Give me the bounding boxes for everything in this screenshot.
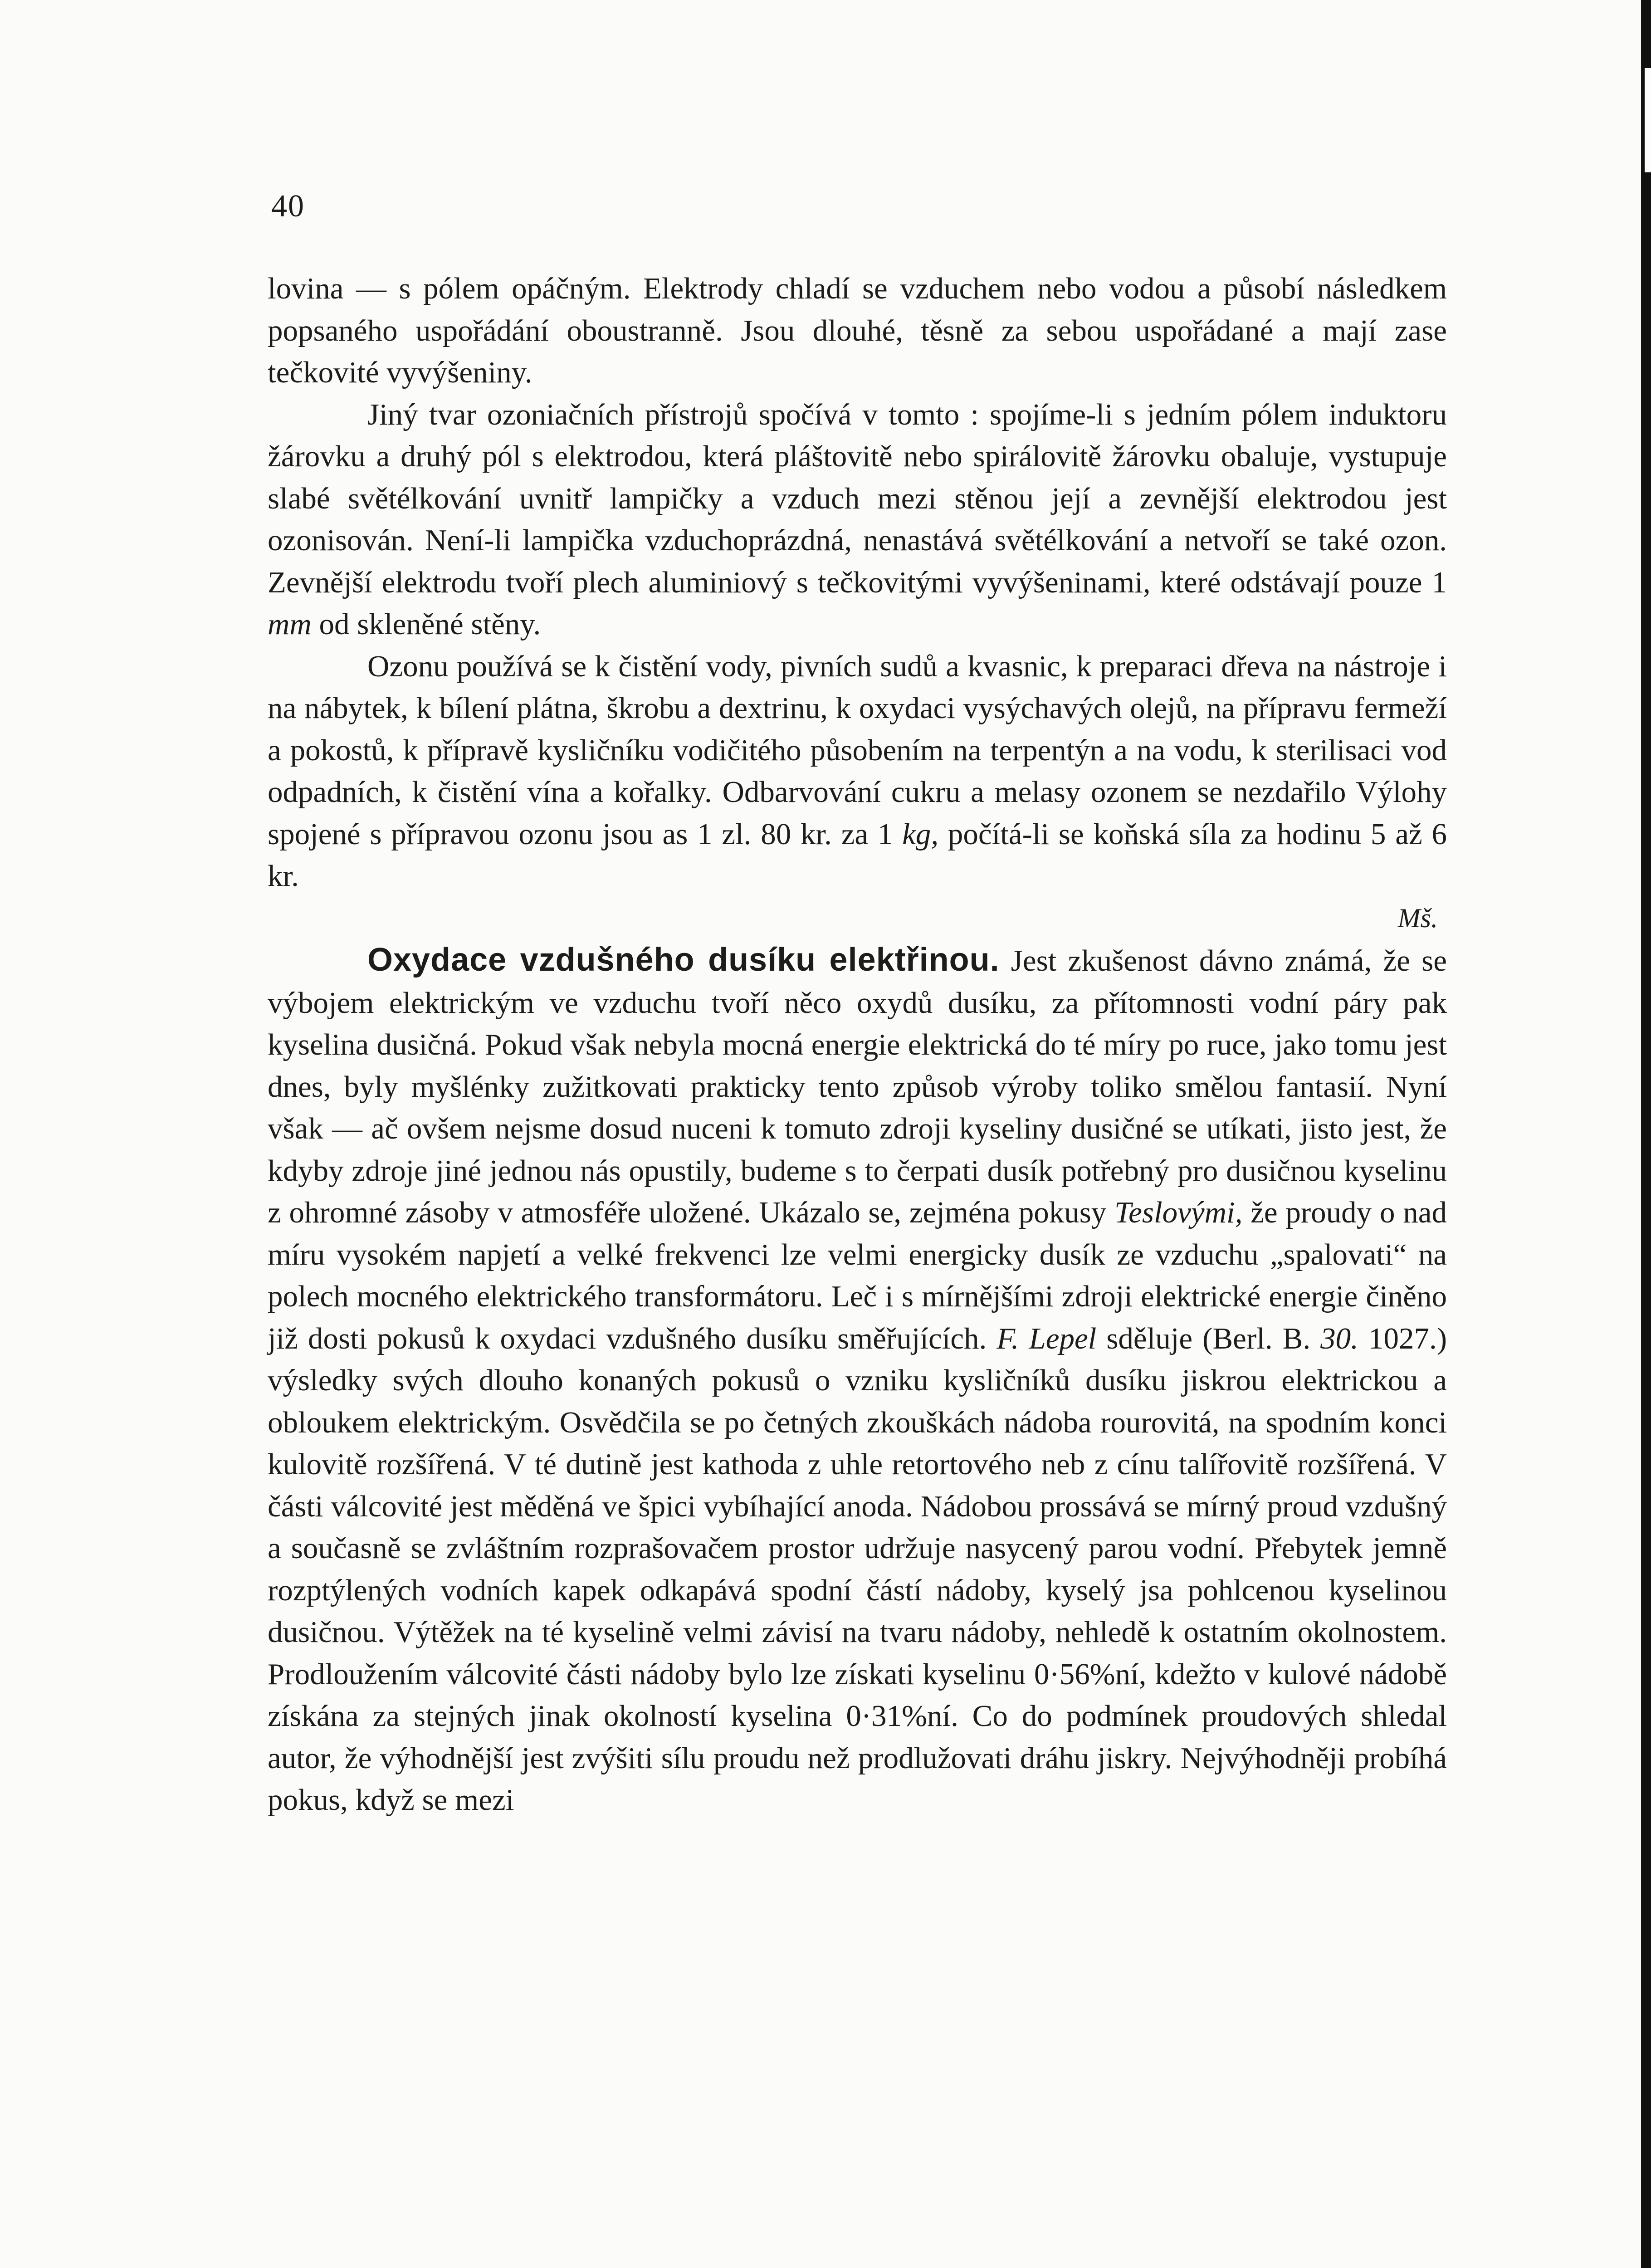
unit-mm: mm — [268, 607, 312, 641]
person-name-tesla: Teslovými, — [1114, 1196, 1243, 1229]
volume-number: 30. — [1320, 1321, 1358, 1355]
paragraph-text-end: od skleněné stěny. — [311, 607, 541, 641]
scan-edge-notch — [1645, 68, 1651, 172]
paragraph-text: Jest zkušenost dávno známá, že se výbojem elektrickým ve vzduchu tvoří něco oxydů dusíku, za přítomnosti vodní páry pak kyselina dusičná. Pokud však nebyla mocná energie elektrická do té míry po ruce, jako tomu jest dnes, byly myšlénky zužitkovati prakticky tento způsob výroby toliko smělou fantasií. Nyní však — ač ovšem nejsme dosud nuceni k tomuto zdroji kyseliny dusičné se utíkati, jisto jest, že kdyby zdroje jiné jednou nás opustily, budeme s to čerpati dusík potřebný pro dusičnou kyselinu z ohromné zásoby v atmosféře uložené. Ukázalo se, zejména pokusy — [268, 944, 1447, 1229]
paragraph-nitrogen-oxidation — [268, 939, 1447, 1821]
unit-kg: kg, — [902, 817, 939, 851]
paragraph-text: 1027.) výsledky svých dlouho konaných pokusů o vzniku kysličníků dusíku jiskrou elektrickou a obloukem elektrickým. Osvědčila se po četných zkouškách nádoba rourovitá, na spodním konci kulovitě rozšířená. V té dutině jest kathoda z uhle retortového neb z cínu talířovitě rozšířená. V části válcovité jest měděná ve špici vybíhající anoda. Nádobou prossává se mírný proud vzdušný a současně se zvláštním rozprašovačem prostor udržuje nasycený parou vodní. Přebytek jemně rozptýlených vodních kapek odkapává spodní částí nádoby, kyselý jsa pohlcenou kyselinou dusičnou. Výtěžek na té kyselině velmi závisí na tvaru nádoby, nehledě k ostatním okolnostem. Prodloužením válcovité části nádoby bylo lze získati kyselinu 0·56%ní, kdežto v kulové nádobě získána za stejných jinak okolností kyselina 0·31%ní. Co do podmínek proudových shledal autor, že výhodnější jest zvýšiti sílu proudu než prodlužovati dráhu jiskry. Nejvýhodněji probíhá pokus, když se mezi — [268, 1321, 1447, 1817]
paragraph-text: lovina — s pólem opáčným. Elektrody chladí se vzduchem nebo vodou a působí následkem popsaného uspořádání oboustranně. Jsou dlouhé, těsně za sebou uspořádané a mají zase tečkovité vyvýšeniny. — [268, 272, 1447, 389]
paragraph-text: Jiný tvar ozoniačních přístrojů spočívá v tomto : spojíme-li s jedním pólem induktoru žárovku a druhý pól s elektrodou, která pláštovitě nebo spirálovitě žárovku obaluje, vystupuje slabé světélkování uvnitř lampičky a vzduch mezi stěnou její a zevnější elektrodou jest ozonisován. Není-li lampička vzduchoprázdná, nenastává světélkování a netvoří se také ozon. Zevnější elektrodu tvoří plech aluminiový s tečkovitými vyvýšeninami, které odstávají pouze 1 — [268, 397, 1447, 599]
scan-edge — [1641, 0, 1651, 2268]
paragraph-ozonizer-types — [268, 394, 1447, 645]
paragraph-text: sděluje (Berl. B. — [1096, 1321, 1321, 1355]
person-name-lepel: F. Lepel — [996, 1321, 1097, 1355]
paragraph-continuation — [268, 268, 1447, 394]
section-title: Oxydace vzdušného dusíku elektřinou. — [367, 942, 1000, 978]
paragraph-text-end: počítá-li se koňská síla za hodinu 5 až 6 kr. — [268, 817, 1447, 893]
paragraph-text: Ozonu používá se k čistění vody, pivních sudů a kvasnic, k preparaci dřeva na nástroje i na nábytek, k bílení plátna, škrobu a dextrinu, k oxydaci vysýchavých olejů, na přípravu fermeží a pokostů, k přípravě kysličníku vodičitého působením na terpentýn a na vodu, k sterilisaci vod odpadních, k čistění vína a kořalky. Odbarvování cukru a melasy ozonem se nezdařilo Výlohy spojené s přípravou ozonu jsou as 1 zl. 80 kr. za 1 — [268, 649, 1447, 851]
paragraph-text: že proudy o nad míru vysokém napjetí a velké frekvenci lze velmi energicky dusík ze vzduchu „spalovati“ na polech mocného elektrického transformátoru. Leč i s mírnějšími zdroji elektrické energie činěno již dosti pokusů k oxydaci vzdušného dusíku směřujících. — [268, 1196, 1447, 1355]
page-body — [268, 268, 1447, 1821]
page-number: 40 — [271, 189, 305, 224]
paragraph-ozone-uses — [268, 645, 1447, 939]
author-signature: Mš. — [1397, 903, 1438, 933]
